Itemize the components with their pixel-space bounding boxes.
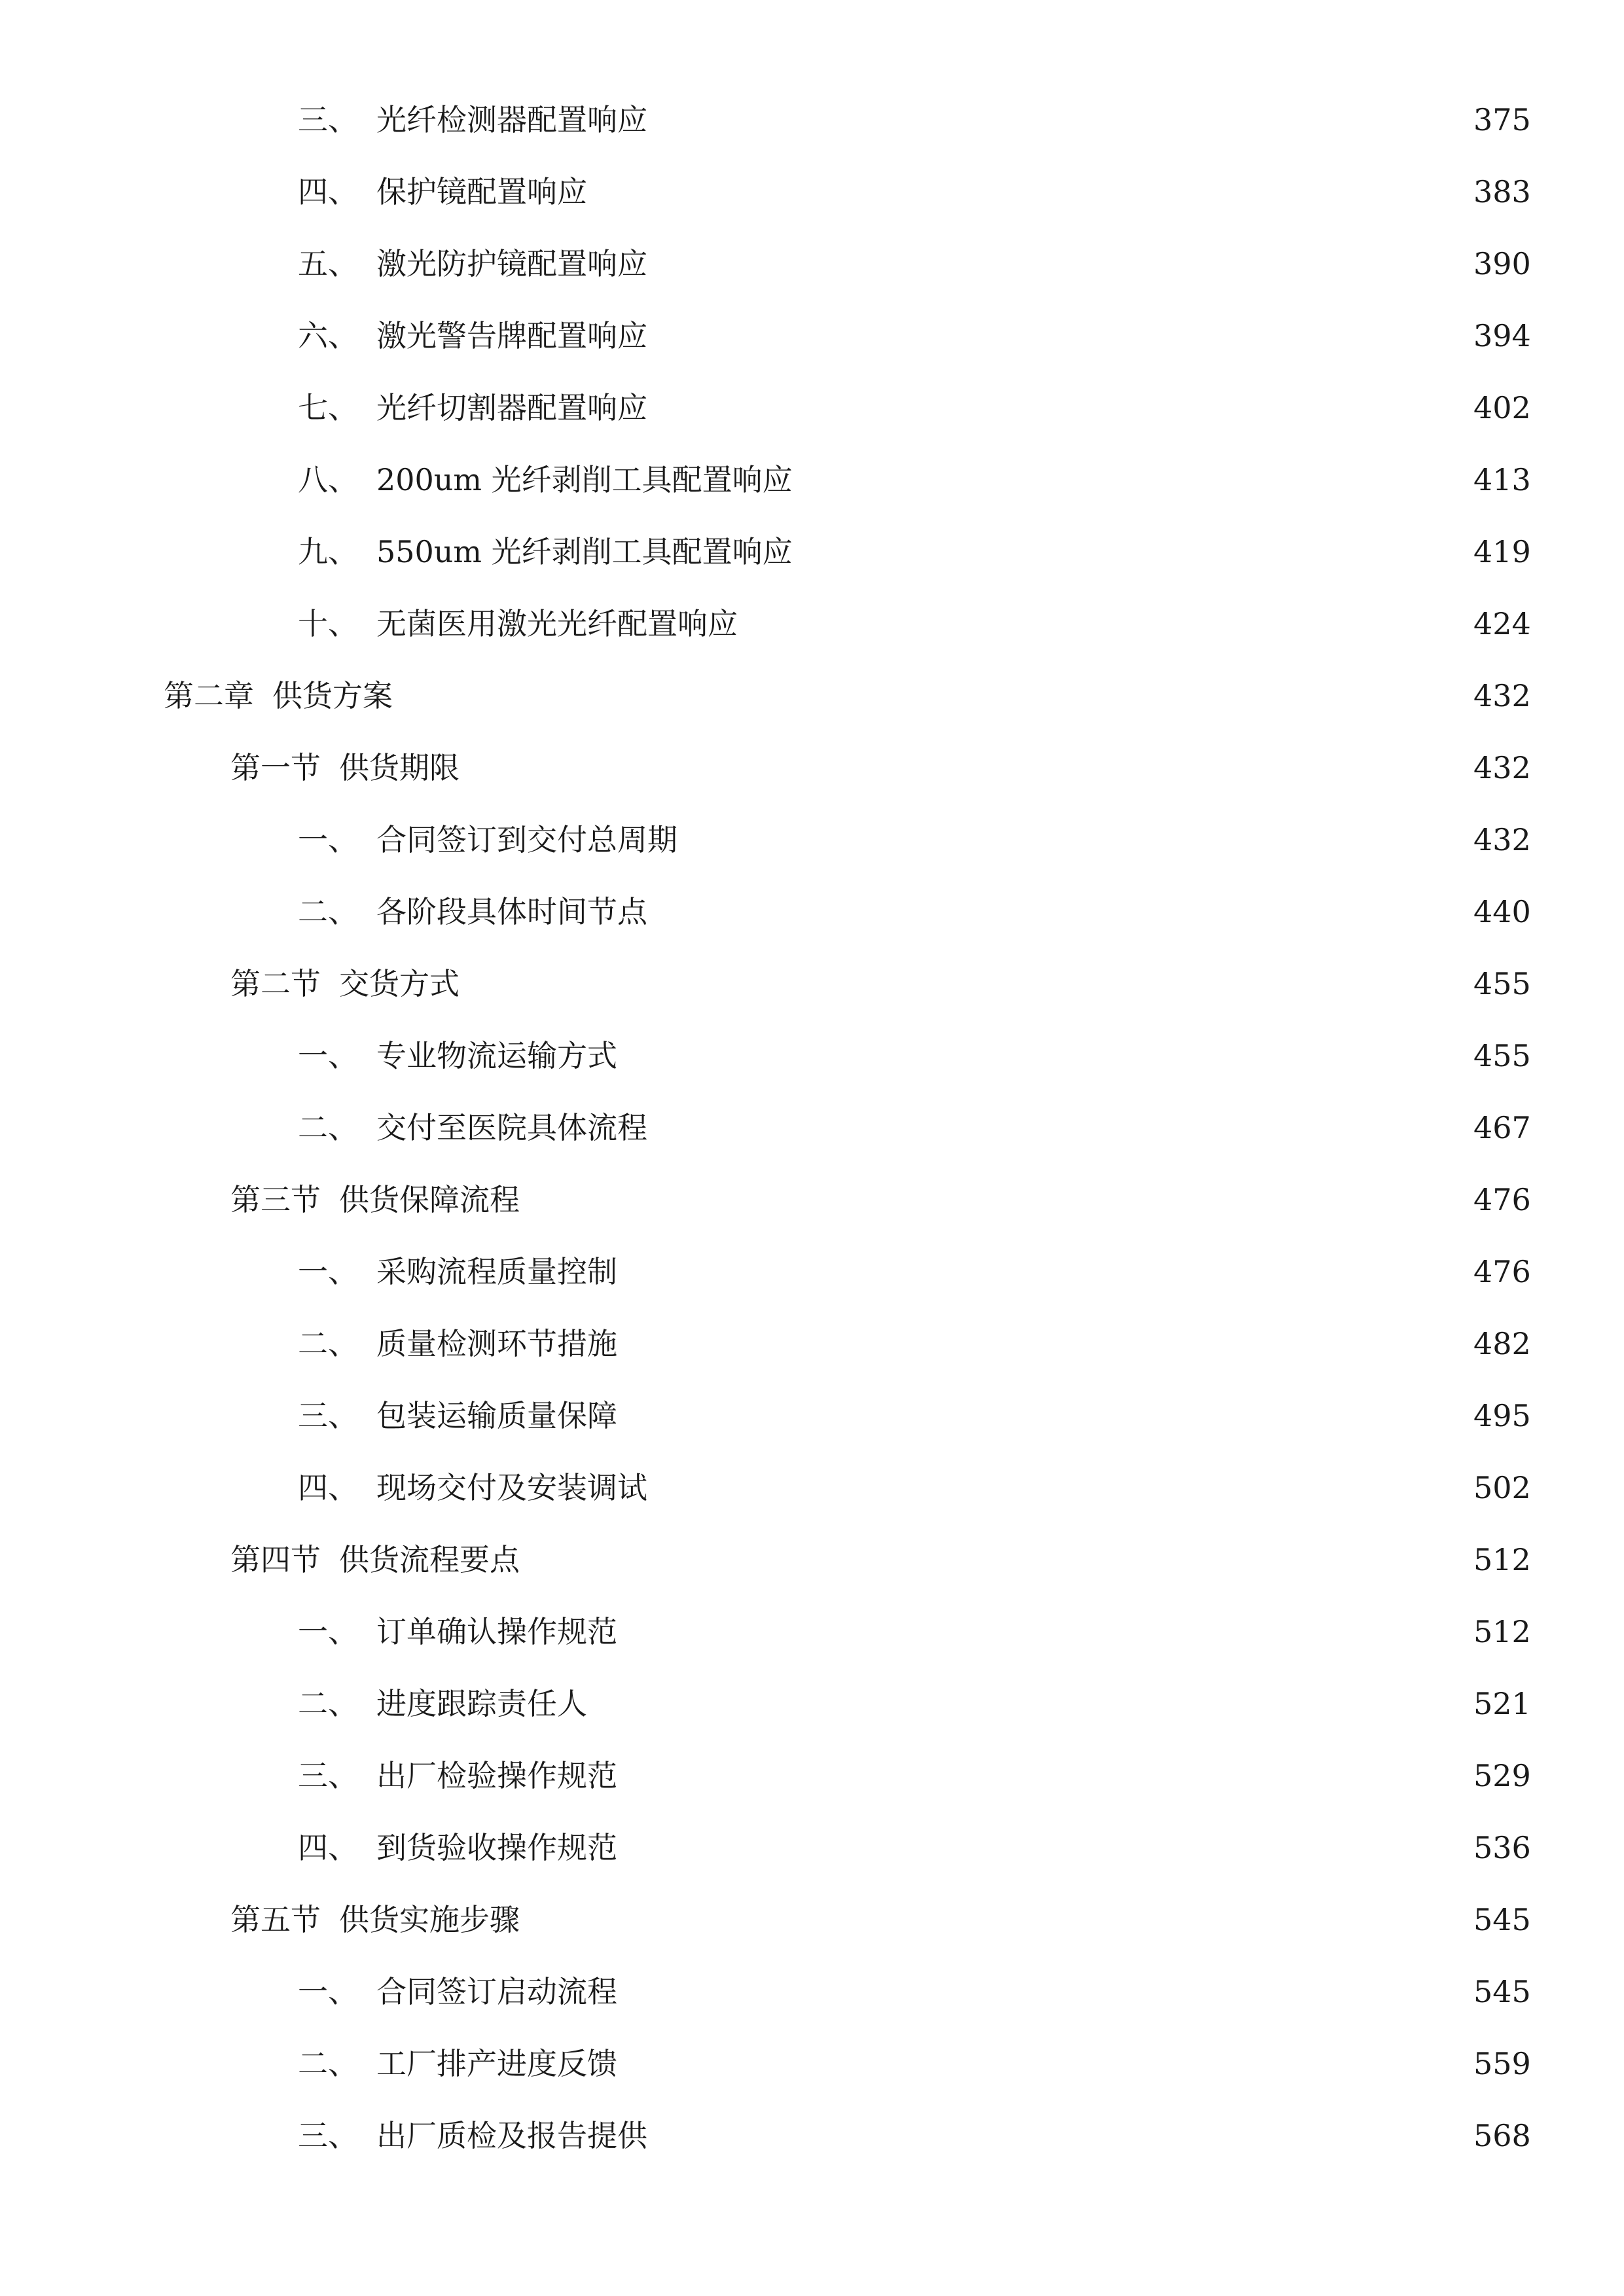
dot-leader — [526, 1185, 1464, 1215]
toc-entry[interactable] — [0, 1596, 1624, 1668]
toc-entry[interactable] — [0, 876, 1624, 948]
toc-entry-number: 一、 — [298, 1974, 358, 2009]
toc-entry-page: 512 — [1473, 1542, 1531, 1577]
dot-leader — [654, 393, 1464, 423]
toc-entry-page: 482 — [1473, 1326, 1531, 1361]
dot-leader — [654, 249, 1464, 279]
toc-entry-number: 第五节 — [230, 1902, 321, 1937]
toc-entry-title: 合同签订启动流程 — [376, 1974, 617, 2009]
dot-leader — [399, 681, 1464, 711]
dot-leader — [624, 1257, 1464, 1287]
toc-section-entry[interactable] — [0, 948, 1624, 1020]
toc-entry-number: 二、 — [298, 894, 358, 929]
toc-entry[interactable] — [0, 84, 1624, 156]
toc-entry-title: 出厂检验操作规范 — [376, 1758, 617, 1793]
toc-entry-number: 一、 — [298, 822, 358, 857]
toc-entry-page: 559 — [1473, 2046, 1531, 2081]
toc-entry-number: 三、 — [298, 1398, 358, 1433]
dot-leader — [654, 897, 1464, 927]
toc-entry-page: 545 — [1473, 1974, 1531, 2009]
toc-entry-title: 专业物流运输方式 — [376, 1038, 617, 1073]
toc-entry-title: 激光防护镜配置响应 — [376, 246, 647, 281]
toc-entry-page: 502 — [1473, 1470, 1531, 1505]
toc-entry-title: 到货验收操作规范 — [376, 1830, 617, 1865]
toc-entry[interactable] — [0, 2028, 1624, 2100]
dot-leader — [466, 969, 1464, 999]
toc-entry[interactable] — [0, 516, 1624, 588]
toc-entry-page: 476 — [1473, 1254, 1531, 1289]
toc-entry-page: 512 — [1473, 1614, 1531, 1649]
toc-entry-title: 供货流程要点 — [339, 1542, 520, 1577]
toc-entry[interactable] — [0, 1020, 1624, 1092]
toc-section-entry[interactable] — [0, 732, 1624, 804]
toc-entry-number: 第二节 — [230, 966, 321, 1001]
toc-entry-number: 一、 — [298, 1614, 358, 1649]
toc-entry[interactable] — [0, 372, 1624, 444]
toc-entry-number: 二、 — [298, 1326, 358, 1361]
toc-entry-number: 二、 — [298, 2046, 358, 2081]
toc-entry[interactable] — [0, 1452, 1624, 1524]
toc-entry-title: 进度跟踪责任人 — [376, 1686, 587, 1721]
toc-entry-number: 七、 — [298, 390, 358, 425]
toc-entry-number: 六、 — [298, 318, 358, 353]
toc-section-entry[interactable] — [0, 1524, 1624, 1596]
dot-leader — [744, 609, 1464, 639]
toc-entry[interactable] — [0, 1380, 1624, 1452]
dot-leader — [624, 1761, 1464, 1791]
toc-entry-title: 保护镜配置响应 — [376, 174, 587, 209]
toc-entry-page: 419 — [1473, 534, 1531, 569]
toc-entry-title: 订单确认操作规范 — [376, 1614, 617, 1649]
toc-entry-page: 383 — [1473, 174, 1531, 209]
toc-entry-number: 三、 — [298, 102, 358, 137]
toc-entry-page: 455 — [1473, 966, 1531, 1001]
toc-entry-page: 545 — [1473, 1902, 1531, 1937]
toc-entry-page: 495 — [1473, 1398, 1531, 1433]
toc-entry-number: 二、 — [298, 1686, 358, 1721]
toc-entry-number: 第三节 — [230, 1182, 321, 1217]
table-of-contents — [0, 84, 1624, 2172]
toc-chapter-entry[interactable] — [0, 660, 1624, 732]
toc-entry-title: 供货实施步骤 — [339, 1902, 520, 1937]
toc-entry-page: 529 — [1473, 1758, 1531, 1793]
toc-entry-title: 出厂质检及报告提供 — [376, 2118, 647, 2153]
toc-entry-page: 413 — [1473, 462, 1531, 497]
dot-leader — [624, 1977, 1464, 2007]
toc-entry[interactable] — [0, 1668, 1624, 1740]
toc-entry-title: 包装运输质量保障 — [376, 1398, 617, 1433]
toc-entry-page: 424 — [1473, 606, 1531, 641]
dot-leader — [466, 753, 1464, 783]
toc-entry-page: 402 — [1473, 390, 1531, 425]
toc-entry-number: 第一节 — [230, 750, 321, 785]
toc-entry-page: 394 — [1473, 318, 1531, 353]
toc-entry-page: 536 — [1473, 1830, 1531, 1865]
toc-entry-title: 200um 光纤剥削工具配置响应 — [376, 462, 793, 497]
toc-entry-title: 质量检测环节措施 — [376, 1326, 617, 1361]
toc-entry-page: 432 — [1473, 750, 1531, 785]
toc-entry-page: 476 — [1473, 1182, 1531, 1217]
dot-leader — [799, 537, 1464, 567]
toc-entry-title: 现场交付及安装调试 — [376, 1470, 647, 1505]
toc-entry[interactable] — [0, 228, 1624, 300]
toc-entry-title: 采购流程质量控制 — [376, 1254, 617, 1289]
toc-entry[interactable] — [0, 300, 1624, 372]
toc-entry-number: 二、 — [298, 1110, 358, 1145]
dot-leader — [624, 1617, 1464, 1647]
toc-entry-title: 光纤检测器配置响应 — [376, 102, 647, 137]
toc-entry-title: 合同签订到交付总周期 — [376, 822, 677, 857]
toc-entry-number: 四、 — [298, 1830, 358, 1865]
dot-leader — [654, 105, 1464, 135]
dot-leader — [526, 1905, 1464, 1935]
toc-entry[interactable] — [0, 2100, 1624, 2172]
toc-entry-page: 440 — [1473, 894, 1531, 929]
toc-entry[interactable] — [0, 1308, 1624, 1380]
dot-leader — [624, 2049, 1464, 2079]
toc-section-entry[interactable] — [0, 1884, 1624, 1956]
toc-entry-number: 四、 — [298, 174, 358, 209]
toc-entry-title: 交货方式 — [339, 966, 460, 1001]
dot-leader — [594, 177, 1464, 207]
toc-entry[interactable] — [0, 1092, 1624, 1164]
dot-leader — [624, 1041, 1464, 1071]
toc-entry-number: 八、 — [298, 462, 358, 497]
dot-leader — [594, 1689, 1464, 1719]
toc-entry-page: 432 — [1473, 678, 1531, 713]
toc-entry-number: 五、 — [298, 246, 358, 281]
toc-entry-title: 无菌医用激光光纤配置响应 — [376, 606, 738, 641]
toc-entry-title: 各阶段具体时间节点 — [376, 894, 647, 929]
toc-entry-page: 432 — [1473, 822, 1531, 857]
toc-entry-number: 一、 — [298, 1254, 358, 1289]
dot-leader — [799, 465, 1464, 495]
toc-entry-page: 568 — [1473, 2118, 1531, 2153]
toc-entry-title: 供货方案 — [272, 678, 393, 713]
toc-entry-title: 供货保障流程 — [339, 1182, 520, 1217]
toc-entry[interactable] — [0, 156, 1624, 228]
toc-entry[interactable] — [0, 444, 1624, 516]
toc-entry-number: 四、 — [298, 1470, 358, 1505]
toc-entry-number: 三、 — [298, 2118, 358, 2153]
toc-entry-title: 光纤切割器配置响应 — [376, 390, 647, 425]
toc-entry-number: 第四节 — [230, 1542, 321, 1577]
toc-entry[interactable] — [0, 1956, 1624, 2028]
dot-leader — [654, 1113, 1464, 1143]
toc-entry[interactable] — [0, 1236, 1624, 1308]
toc-entry[interactable] — [0, 1812, 1624, 1884]
toc-entry-page: 375 — [1473, 102, 1531, 137]
dot-leader — [624, 1833, 1464, 1863]
toc-entry-title: 供货期限 — [339, 750, 460, 785]
toc-entry-title: 激光警告牌配置响应 — [376, 318, 647, 353]
dot-leader — [654, 321, 1464, 351]
toc-entry-number: 九、 — [298, 534, 358, 569]
toc-entry-page: 467 — [1473, 1110, 1531, 1145]
dot-leader — [624, 1329, 1464, 1359]
dot-leader — [654, 1473, 1464, 1503]
dot-leader — [654, 2121, 1464, 2151]
toc-entry-number: 第二章 — [164, 678, 254, 713]
toc-entry-title: 550um 光纤剥削工具配置响应 — [376, 534, 793, 569]
toc-entry-title: 工厂排产进度反馈 — [376, 2046, 617, 2081]
toc-entry[interactable] — [0, 804, 1624, 876]
toc-section-entry[interactable] — [0, 1164, 1624, 1236]
dot-leader — [526, 1545, 1464, 1575]
toc-entry-page: 455 — [1473, 1038, 1531, 1073]
toc-entry[interactable] — [0, 1740, 1624, 1812]
dot-leader — [684, 825, 1464, 855]
toc-entry-number: 一、 — [298, 1038, 358, 1073]
toc-entry-number: 三、 — [298, 1758, 358, 1793]
toc-entry-number: 十、 — [298, 606, 358, 641]
dot-leader — [624, 1401, 1464, 1431]
toc-entry[interactable] — [0, 588, 1624, 660]
toc-entry-page: 521 — [1473, 1686, 1531, 1721]
toc-entry-title: 交付至医院具体流程 — [376, 1110, 647, 1145]
toc-entry-page: 390 — [1473, 246, 1531, 281]
